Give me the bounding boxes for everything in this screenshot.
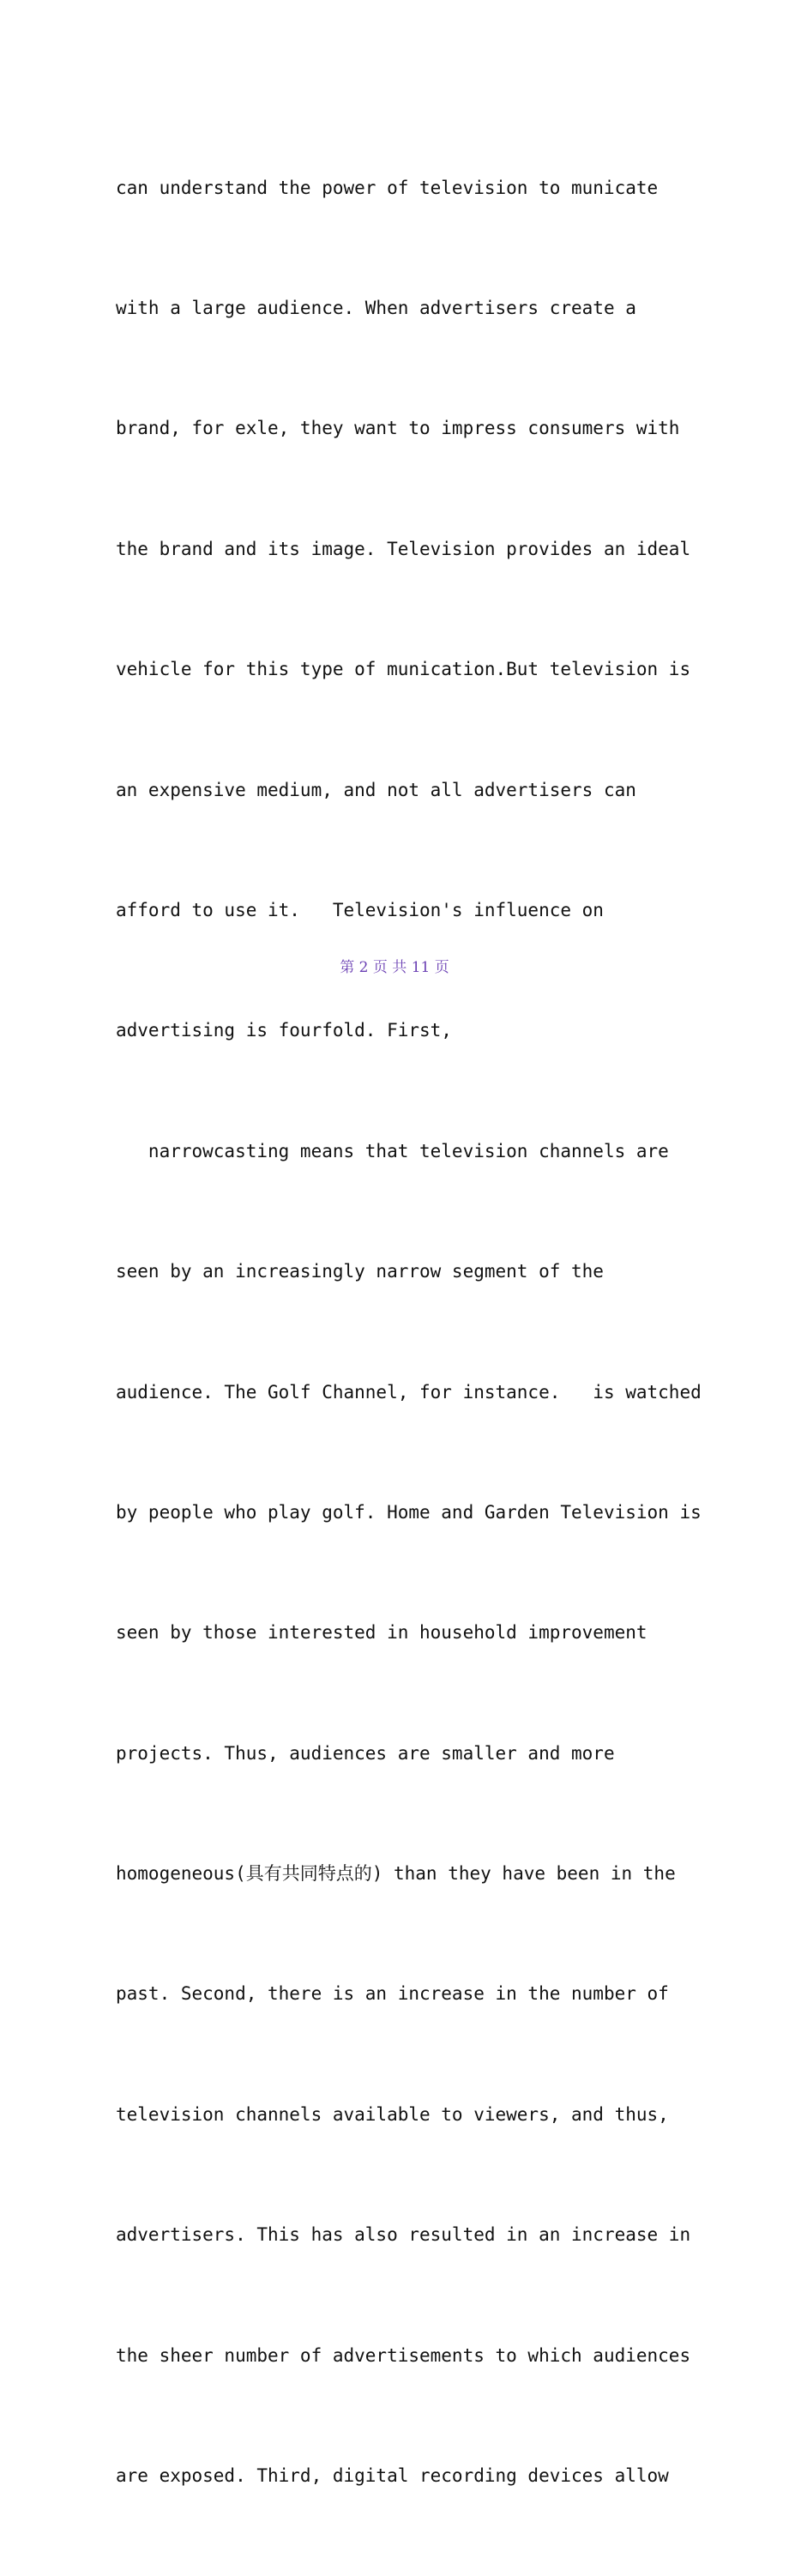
text-line: brand, for exle, they want to impress consumers with bbox=[116, 418, 680, 439]
text-line: seen by those interested in household improvement bbox=[116, 1622, 647, 1644]
text-line: vehicle for this type of munication.But television is bbox=[116, 659, 691, 680]
text-line: advertising is fourfold. First, bbox=[116, 1020, 452, 1041]
text-line: can understand the power of television to municate bbox=[116, 177, 659, 198]
text-line: projects. Thus, audiences are smaller and more bbox=[116, 1742, 615, 1764]
text-line: advertisers. This has also resulted in an increase in bbox=[116, 2224, 691, 2246]
text-line: homogeneous(具有共同特点的) than they have been in the bbox=[116, 1863, 676, 1885]
text-line: narrowcasting means that television channels are bbox=[116, 1140, 669, 1161]
text-line: afford to use it. Television's influence on bbox=[116, 899, 604, 920]
text-line: seen by an increasingly narrow segment of the bbox=[116, 1261, 604, 1282]
text-line: an expensive medium, and not all advertisers can bbox=[116, 779, 636, 800]
text-line: the sheer number of advertisements to which audiences bbox=[116, 2344, 691, 2366]
text-line: audience. The Golf Channel, for instance. is watched bbox=[116, 1381, 702, 1403]
text-line: television channels available to viewers, and thus, bbox=[116, 2103, 669, 2125]
text-line: by people who play golf. Home and Garden Television is bbox=[116, 1501, 702, 1523]
text-line: with a large audience. When advertisers create a bbox=[116, 297, 636, 318]
page-footer bbox=[0, 955, 789, 976]
body-text bbox=[116, 87, 702, 2576]
text-line: the brand and its image. Television provides an ideal bbox=[116, 538, 691, 559]
text-line: are exposed. Third, digital recording devices allow bbox=[116, 2465, 669, 2487]
page-number: 第 2 页 共 11 页 bbox=[340, 959, 449, 976]
text-line: past. Second, there is an increase in the number of bbox=[116, 1983, 669, 2005]
